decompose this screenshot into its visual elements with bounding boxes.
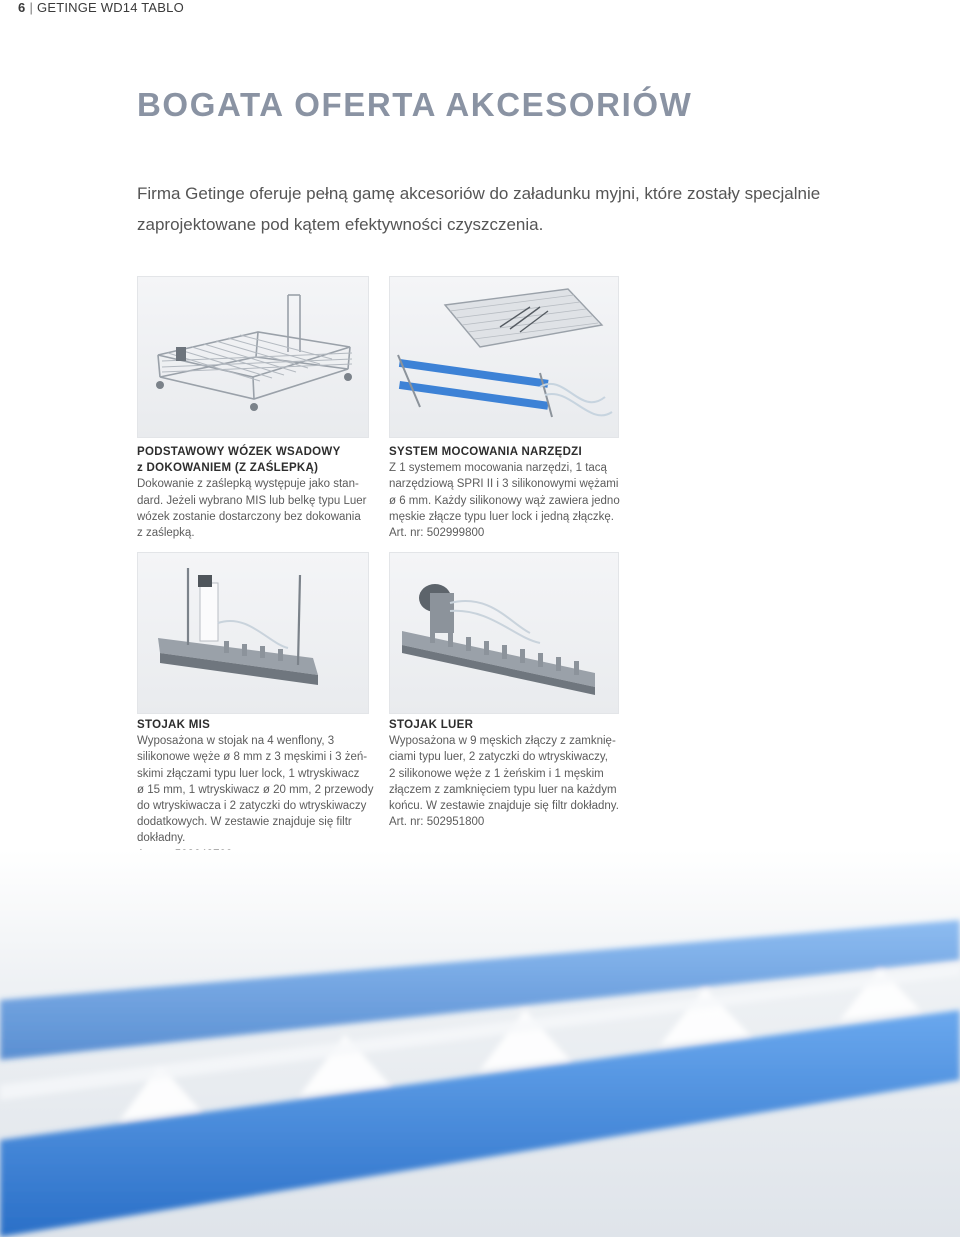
- fixation-article-number: Art. nr: 502999800: [389, 527, 485, 540]
- mis-text-line: ø 15 mm, 1 wtryskiwacz ø 20 mm, 2 przewody: [137, 783, 374, 796]
- cart-text-line: wózek zostanie dostarczony bez dokowania: [137, 510, 361, 523]
- fixation-photo: [389, 276, 619, 438]
- cart-caption: [137, 444, 372, 541]
- document-title: GETINGE WD14 TABLO: [37, 0, 184, 15]
- fixation-heading: SYSTEM MOCOWANIA NARZĘDZI: [389, 446, 582, 458]
- cart-heading: z DOKOWANIEM (Z ZAŚLEPKĄ): [137, 462, 319, 475]
- mis-text-line: dodatkowych. W zestawie znajduje się filtr: [137, 816, 352, 829]
- header-separator: |: [29, 0, 34, 15]
- mis-text-line: skimi złączami typu luer lock, 1 wtryskiwacz: [137, 767, 360, 780]
- intro-line: Firma Getinge oferuje pełną gamę akcesoriów do załadunku myjni, które zostały specjalnie: [137, 184, 821, 203]
- mis-heading: STOJAK MIS: [137, 719, 211, 731]
- luer-text-line: Wyposażona w 9 męskich złączy z zamknię-: [389, 735, 616, 748]
- fixation-text-line: męskie złącze typu luer lock i jedną złączkę.: [389, 510, 614, 523]
- blue-rail-closeup-photo: [0, 850, 960, 1237]
- cart-photo: [137, 276, 369, 438]
- mis-rack-photo: [137, 552, 369, 714]
- cart-text-line: z zaślepką.: [137, 527, 195, 540]
- mis-text-line: silikonowe węże ø 8 mm z 3 męskimi i 3 żeń-: [137, 751, 368, 764]
- fixation-text-line: ø 6 mm. Każdy silikonowy wąż zawiera jedno: [389, 494, 620, 507]
- page-title: BOGATA OFERTA AKCESORIÓW: [137, 86, 693, 123]
- luer-text-line: końcu. W zestawie znajduje się filtr dokładny.: [389, 800, 619, 813]
- luer-caption: [389, 717, 634, 830]
- mis-text-line: Wyposażona w stojak na 4 wenflony, 3: [137, 735, 335, 748]
- luer-text-line: ciami typu luer, 2 zatyczki do wtryskiwaczy,: [389, 751, 608, 764]
- cart-text-line: dard. Jeżeli wybrano MIS lub belkę typu Luer: [137, 494, 367, 507]
- cart-text-line: Dokowanie z zaślepką występuje jako stan-: [137, 478, 359, 491]
- luer-rack-photo: [389, 552, 619, 714]
- luer-text-line: 2 silikonowe węże z 1 żeńskim i 1 męskim: [389, 767, 604, 780]
- fixation-text-line: Z 1 systemem mocowania narzędzi, 1 tacą: [389, 462, 607, 475]
- mis-text-line: do wtryskiwacza i 2 zatyczki do wtryskiwaczy: [137, 800, 367, 813]
- page-number: 6: [18, 0, 26, 15]
- cart-heading: PODSTAWOWY WÓZEK WSADOWY: [137, 446, 341, 458]
- fixation-text-line: narzędziową SPRI II i 3 silikonowymi wężami: [389, 478, 619, 491]
- intro-paragraph: [137, 178, 857, 240]
- luer-heading: STOJAK LUER: [389, 719, 474, 731]
- mis-caption: [137, 717, 377, 863]
- luer-article-number: Art. nr: 502951800: [389, 816, 485, 829]
- mis-text-line: dokładny.: [137, 832, 186, 845]
- fixation-caption: [389, 444, 629, 541]
- page-header: [18, 0, 184, 15]
- intro-line: zaprojektowane pod kątem efektywności czyszczenia.: [137, 215, 544, 234]
- luer-text-line: złączem z zamknięciem typu luer na każdym: [389, 783, 617, 796]
